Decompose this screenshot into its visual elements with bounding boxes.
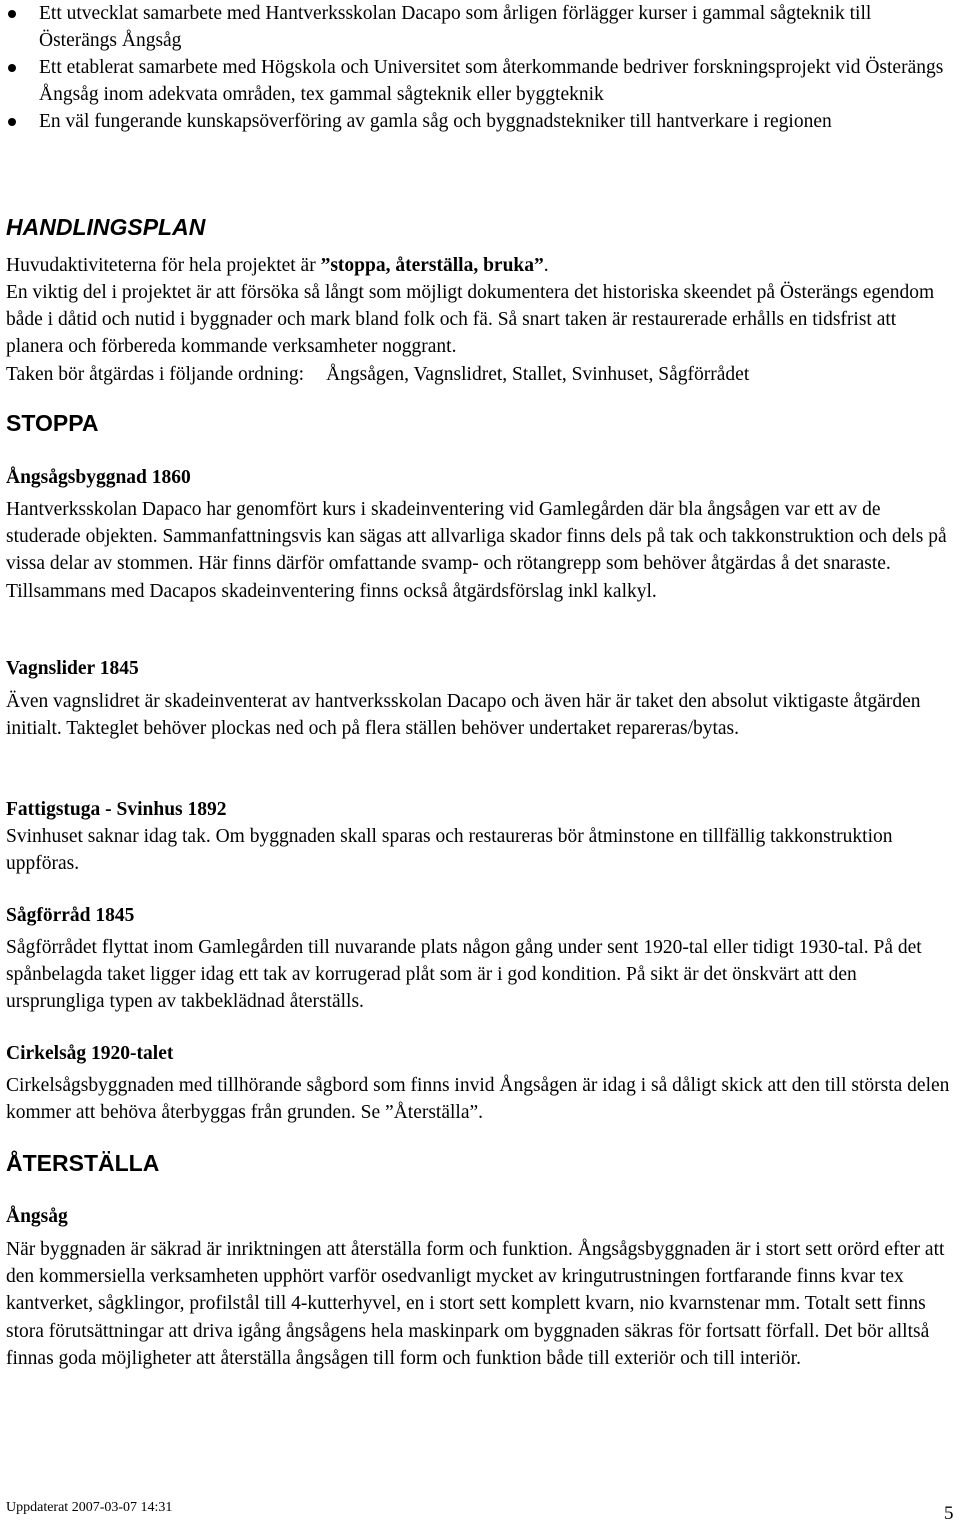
paragraph-ordning: Taken bör åtgärdas i följande ordning: Ångsågen, Vagnslidret, Stallet, Svinhuset, Sågförrådet	[6, 364, 750, 385]
bullet-item: Ett utvecklat samarbete med Hantverksskolan Dacapo som årligen förlägger kurser i gammal sågteknik till Österängs Ångsåg	[6, 0, 950, 54]
section-title: Ångsågsbyggnad 1860	[6, 467, 191, 488]
bullet-item: Ett etablerat samarbete med Högskola och Universitet som återkommande bedriver forskningsprojekt vid Österängs Ångsåg inom adekvata områden, tex gammal sågteknik eller byggteknik	[6, 54, 950, 108]
section-text: Även vagnslidret är skadeinventerat av hantverksskolan Dacapo och även här är taket den absolut viktigaste åtgärden initialt. Takteglet behöver plockas ned och på flera ställen behöver undertaket repareras/bytas.	[6, 691, 921, 740]
bullet-dot-icon	[8, 118, 16, 126]
bullet-dot-icon	[8, 10, 16, 18]
section-text: Cirkelsågsbyggnaden med tillhörande sågbord som finns invid Ångsågen är idag i så dåligt skick att den till största delen kommer att behöva återbyggas från grunden. Se ”Återställa”.	[6, 1075, 950, 1124]
heading-handlingsplan: HANDLINGSPLAN	[6, 214, 206, 240]
footer-updated: Uppdaterat 2007-03-07 14:31	[6, 1500, 173, 1515]
heading-aterstalla: ÅTERSTÄLLA	[6, 1150, 160, 1176]
section-text: Sågförrådet flyttat inom Gamlegården till nuvarande plats någon gång under sent 1920-tal eller tidigt 1930-tal. På det spånbelagda taket ligger idag ett tak av korrugerad plåt som är i god kondition. På sikt är det önskvärt att den ursprungliga typen av takbeklädnad återställs.	[6, 937, 922, 1013]
heading-stoppa: STOPPA	[6, 410, 99, 436]
bullet-list	[6, 0, 950, 135]
section-title: Vagnslider 1845	[6, 658, 139, 679]
section-title: Ångsåg	[6, 1206, 68, 1227]
section-title: Sågförråd 1845	[6, 905, 135, 926]
lead-paragraph: Huvudaktiviteterna för hela projektet är ”stoppa, återställa, bruka”.	[6, 255, 549, 276]
section-title: Fattigstuga - Svinhus 1892	[6, 799, 227, 820]
paragraph-dokumentation: En viktig del i projektet är att försöka så långt som möjligt dokumentera det historiska skeendet på Österängs egendom både i dåtid och nutid i byggnader och mark bland folk och fä. Så snart taken är restaurerade erhålls en tidsfrist att planera och förbereda kommande verksamheter noggrant.	[6, 282, 935, 358]
page-number: 5	[944, 1503, 954, 1524]
section-title: Cirkelsåg 1920-talet	[6, 1043, 174, 1064]
section-text: Svinhuset saknar idag tak. Om byggnaden skall sparas och restaureras bör åtminstone en tillfällig takkonstruktion uppföras.	[6, 826, 893, 875]
section-text: Hantverksskolan Dapaco har genomfört kurs i skadeinventering vid Gamlegården där bla ångsågen var ett av de studerade objekten. Sammanfattningsvis kan sägas att allvarliga skador finns dels på tak och takkonstruktion och dels på vissa delar av stommen. Här finns därför omfattande svamp- och rötangrepp som behöver åtgärdas å det snaraste. Tillsammans med Dacapos skadeinventering finns också åtgärdsförslag inkl kalkyl.	[6, 499, 947, 602]
bullet-dot-icon	[8, 64, 16, 72]
section-text: När byggnaden är säkrad är inriktningen att återställa form och funktion. Ångsågsbyggnaden är i stort sett orörd efter att den kommersiella verksamheten upphört varför osedvanligt mycket av kringutrustningen fortfarande finns kvar tex kantverket, sågklingor, profilstål till 4-kutterhyvel, en i stort sett komplett kvarn, nio kvarnstenar mm. Totalt sett finns stora förutsättningar att driva igång ångsågens hela maskinpark om byggnaden säkras för fortsatt förfall. Det bör alltså finnas goda möjligheter att återställa ångsågen till form och funktion både till exteriör och till interiör.	[6, 1239, 945, 1369]
bullet-item: En väl fungerande kunskapsöverföring av gamla såg och byggnadstekniker till hantverkare i regionen	[6, 108, 950, 135]
